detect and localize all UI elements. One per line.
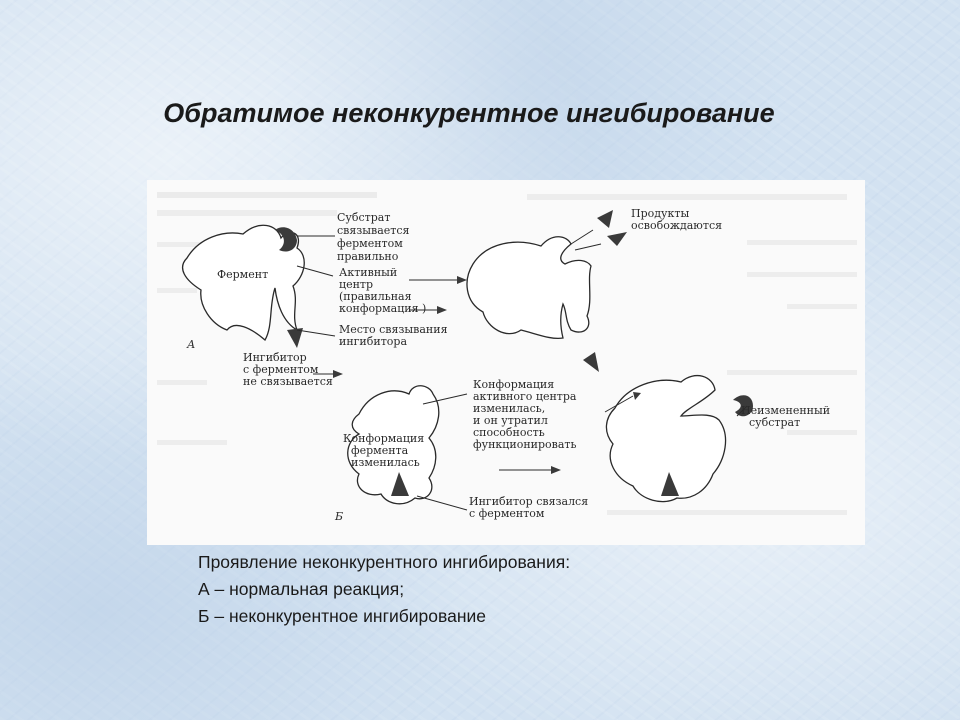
caption-item-a: А – нормальная реакция;	[198, 579, 405, 599]
caption-heading: Проявление неконкурентного ингибирования:	[198, 552, 571, 572]
enzyme-b-inhibited	[606, 376, 753, 502]
inhibition-diagram	[147, 180, 865, 545]
inhibitor-shape-a2	[583, 352, 599, 372]
panel-label-b: Б	[335, 510, 344, 523]
caption	[198, 549, 818, 630]
enzyme-a	[183, 225, 305, 340]
label-inhibitor-not-bound: Ингибитор с ферментом не связывается	[243, 351, 333, 388]
label-unchanged-substrate: Неизмененный субстрат	[741, 404, 831, 429]
label-active-center: Активный центр (правильная конформация )	[339, 266, 427, 315]
label-enzyme-conformation-changed: Конформация фермента изменилась	[343, 432, 425, 469]
caption-item-b: Б – неконкурентное ингибирование	[198, 606, 486, 626]
slide-title: Обратимое неконкурентное ингибирование	[163, 98, 775, 128]
label-enzyme: Фермент	[217, 268, 269, 281]
enzyme-a-product	[467, 210, 627, 338]
product-shape-1	[597, 210, 613, 228]
product-shape-2	[607, 232, 627, 246]
panel-label-a: А	[187, 338, 196, 351]
label-substrate-binds: Субстрат связывается ферментом правильно	[337, 211, 410, 263]
label-active-center-changed: Конформация активного центра изменилась, и он утратил способность функционировать	[473, 378, 577, 451]
label-inhibitor-bound: Ингибитор связался с ферментом	[469, 495, 589, 520]
label-inhibitor-site: Место связывания ингибитора	[339, 323, 448, 348]
label-products: Продукты освобождаются	[631, 207, 723, 232]
